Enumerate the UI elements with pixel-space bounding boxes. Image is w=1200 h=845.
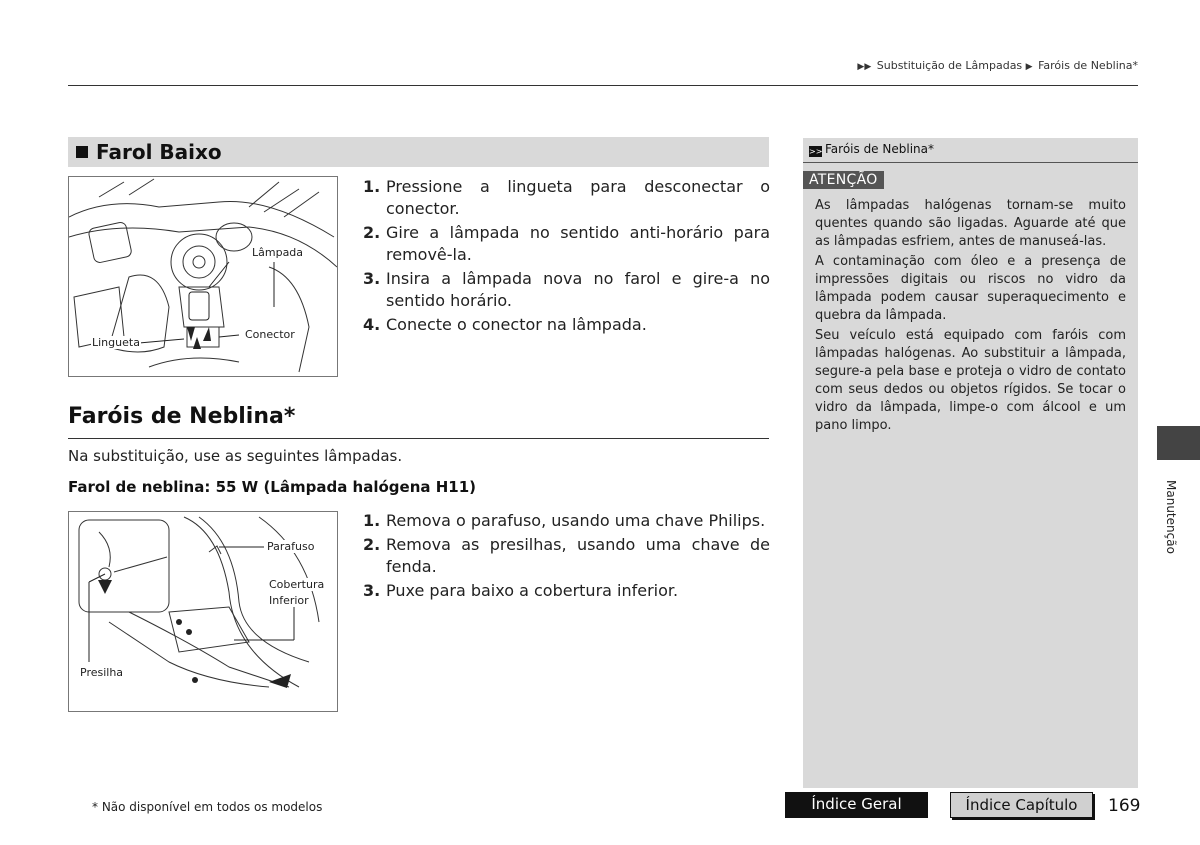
label-inferior: Inferior	[269, 594, 309, 607]
step-number: 2.	[363, 223, 381, 242]
warning-paragraph: As lâmpadas halógenas tornam-se muito quentes quando são ligadas. Aguarde até que as lâmpadas esfriem, antes de manuseá-las.	[815, 198, 1126, 249]
sidebar-body	[815, 197, 1126, 437]
label-parafuso: Parafuso	[267, 540, 315, 553]
step-item	[363, 222, 770, 266]
bulb-spec: Farol de neblina: 55 W (Lâmpada halógena H11)	[68, 478, 477, 496]
step-item	[363, 314, 770, 336]
double-arrow-icon: ▶▶	[857, 62, 872, 72]
step-text: Gire a lâmpada no sentido anti-horário para removê-la.	[386, 223, 770, 264]
info-paragraph: Seu veículo está equipado com faróis com lâmpadas halógenas. Ao substituir a lâmpada, segure-a pela base e proteja o vidro de contato com seus dedos ou objetos rígidos. Se tocar o vidro da lâmpada, limpe-o com álcool e um pano limpo.	[815, 328, 1126, 433]
breadcrumb-item[interactable]: Substituição de Lâmpadas	[876, 59, 1023, 72]
step-number: 1.	[363, 511, 381, 530]
step-item	[363, 510, 770, 532]
step-number: 3.	[363, 581, 381, 600]
section-heading-low-beam	[68, 137, 769, 167]
step-item	[363, 268, 770, 312]
label-conector: Conector	[245, 328, 295, 341]
square-bullet-icon	[76, 146, 88, 158]
chapter-index-button[interactable]: Índice Capítulo	[950, 792, 1093, 818]
notes-sidebar	[803, 138, 1138, 788]
label-lingueta: Lingueta	[92, 336, 140, 349]
general-index-button[interactable]: Índice Geral	[785, 792, 928, 818]
page-number: 169	[1108, 796, 1141, 816]
label-lampada: Lâmpada	[252, 246, 304, 259]
sidebar-heading	[803, 138, 1138, 163]
warning-paragraph: A contaminação com óleo e a presença de impressões digitais ou riscos no vidro da lâmpada podem causar superaquecimento e quebra da lâmpada.	[815, 254, 1126, 323]
header-divider	[68, 85, 1138, 86]
label-cobertura: Cobertura	[269, 578, 325, 591]
section-title: Farol Baixo	[96, 140, 222, 164]
footnote: * Não disponível em todos os modelos	[92, 800, 323, 814]
headlight-illustration	[68, 176, 338, 377]
step-item	[363, 534, 770, 578]
chapter-label: Manutenção	[1164, 480, 1178, 554]
sidebar-title[interactable]: Faróis de Neblina*	[825, 142, 934, 156]
step-item	[363, 580, 770, 602]
step-number: 3.	[363, 269, 381, 288]
low-beam-steps	[363, 176, 770, 338]
breadcrumb-item[interactable]: Faróis de Neblina*	[1038, 59, 1138, 72]
step-text: Puxe para baixo a cobertura inferior.	[386, 581, 679, 600]
step-text: Conecte o conector na lâmpada.	[386, 315, 647, 334]
reference-arrow-icon: >>	[809, 147, 823, 156]
fog-lights-heading: Faróis de Neblina*	[68, 404, 296, 429]
step-number: 1.	[363, 177, 381, 196]
step-number: 2.	[363, 535, 381, 554]
warning-badge: ATENÇÃO	[803, 171, 884, 189]
step-text: Pressione a lingueta para desconectar o conector.	[386, 177, 770, 218]
fog-steps	[363, 510, 770, 604]
label-presilha: Presilha	[80, 666, 124, 679]
step-text: Insira a lâmpada nova no farol e gire-a no sentido horário.	[386, 269, 770, 310]
step-item	[363, 176, 770, 220]
step-text: Remova as presilhas, usando uma chave de fenda.	[386, 535, 770, 576]
chapter-tab-marker[interactable]	[1157, 426, 1200, 460]
fog-light-illustration	[68, 511, 338, 712]
fog-intro-text: Na substituição, use as seguintes lâmpadas.	[68, 447, 403, 465]
step-number: 4.	[363, 315, 381, 334]
breadcrumb	[857, 59, 1138, 72]
arrow-icon: ▶	[1025, 62, 1033, 72]
heading-divider	[68, 438, 769, 439]
step-text: Remova o parafuso, usando uma chave Philips.	[386, 511, 766, 530]
